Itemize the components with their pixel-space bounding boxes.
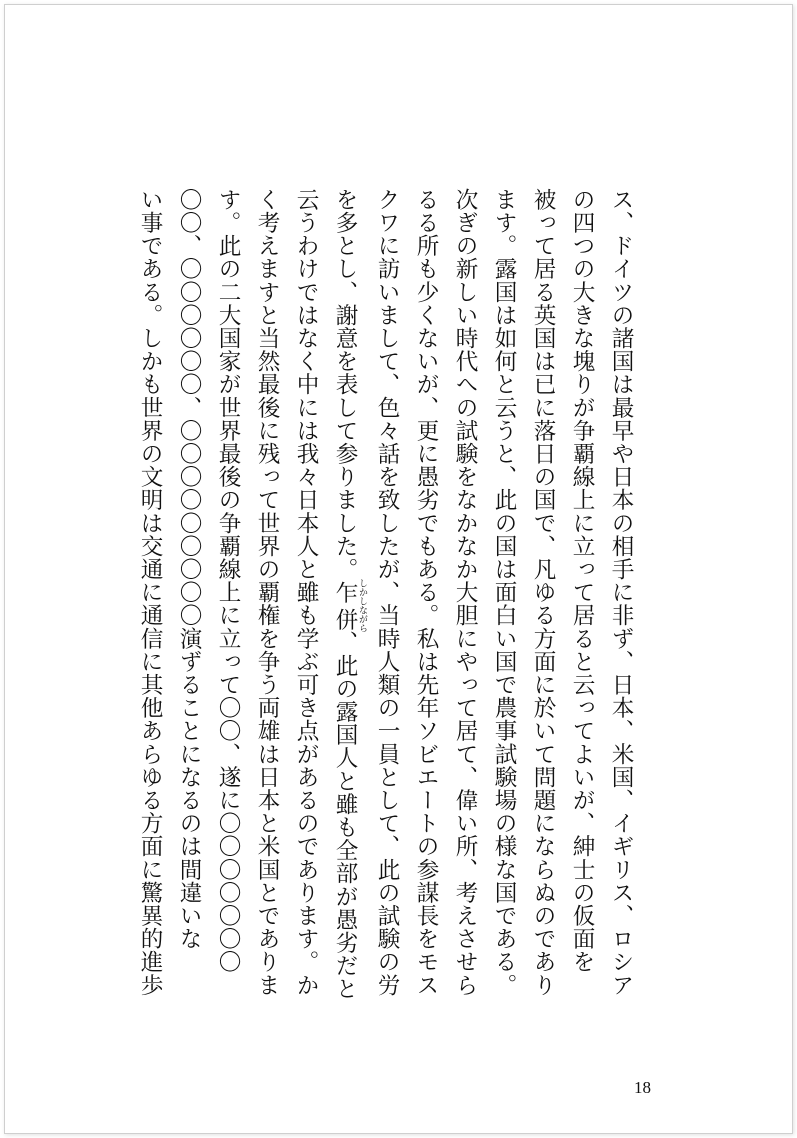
text-column: い事である。しかも世界の文明は交通に通信に其他あらゆる方面に驚異的進歩 [137, 188, 163, 997]
text-column: ス、ドイツの諸国は最早や日本の相手に非ず、日本、米国、イギリス、ロシア [608, 188, 634, 997]
ruby-base: 乍併 [332, 578, 358, 633]
page-number: 18 [634, 1078, 651, 1097]
text-column: 被って居る英国は已に落日の国で、凡ゆる方面に於いて問題にならぬのであり [530, 188, 556, 997]
text-column: ます。露国は如何と云うと、此の国は面白い国で農事試験場の様な国である。 [491, 188, 517, 997]
text-column: るる所も少くないが、更に愚劣でもある。私は先年ソビエートの参謀長をモス [413, 188, 439, 997]
ruby-word [332, 578, 367, 633]
page [4, 4, 793, 1134]
text-segment: を多とし、謝意を表して参りました。 [332, 188, 358, 581]
text-column: 次ぎの新しい時代への試験をなかなか大胆にやって居て、偉い所、考えさせら [452, 188, 478, 997]
text-column: の四つの大きな塊りが争覇線上に立って居ると云ってよいが、紳士の仮面を [569, 188, 595, 974]
text-column: 云うわけではなく中には我々日本人と雖も学ぶ可き点があるのであります。か [293, 188, 319, 997]
ruby-reading: しかしながら [357, 578, 367, 633]
text-column-with-ruby [325, 188, 367, 1001]
vertical-text-block [137, 188, 640, 1001]
text-column: す。此の二大国家が世界最後の争覇線上に立って〇〇、遂に〇〇〇〇〇〇〇 [215, 188, 241, 974]
text-column: く考えますと当然最後に残って世界の覇権を争う両雄は日本と米国とでありま [254, 188, 280, 997]
text-column: 〇〇、〇〇〇〇〇〇、〇〇〇〇〇〇〇〇〇演ずることになるのは間違いな [176, 188, 202, 951]
text-column: クワに訪いまして、色々話を致したが、当時人類の一員として、此の試験の労 [374, 188, 400, 997]
text-segment: 、此の露国人と雖も全部が愚劣だと [332, 630, 358, 1001]
